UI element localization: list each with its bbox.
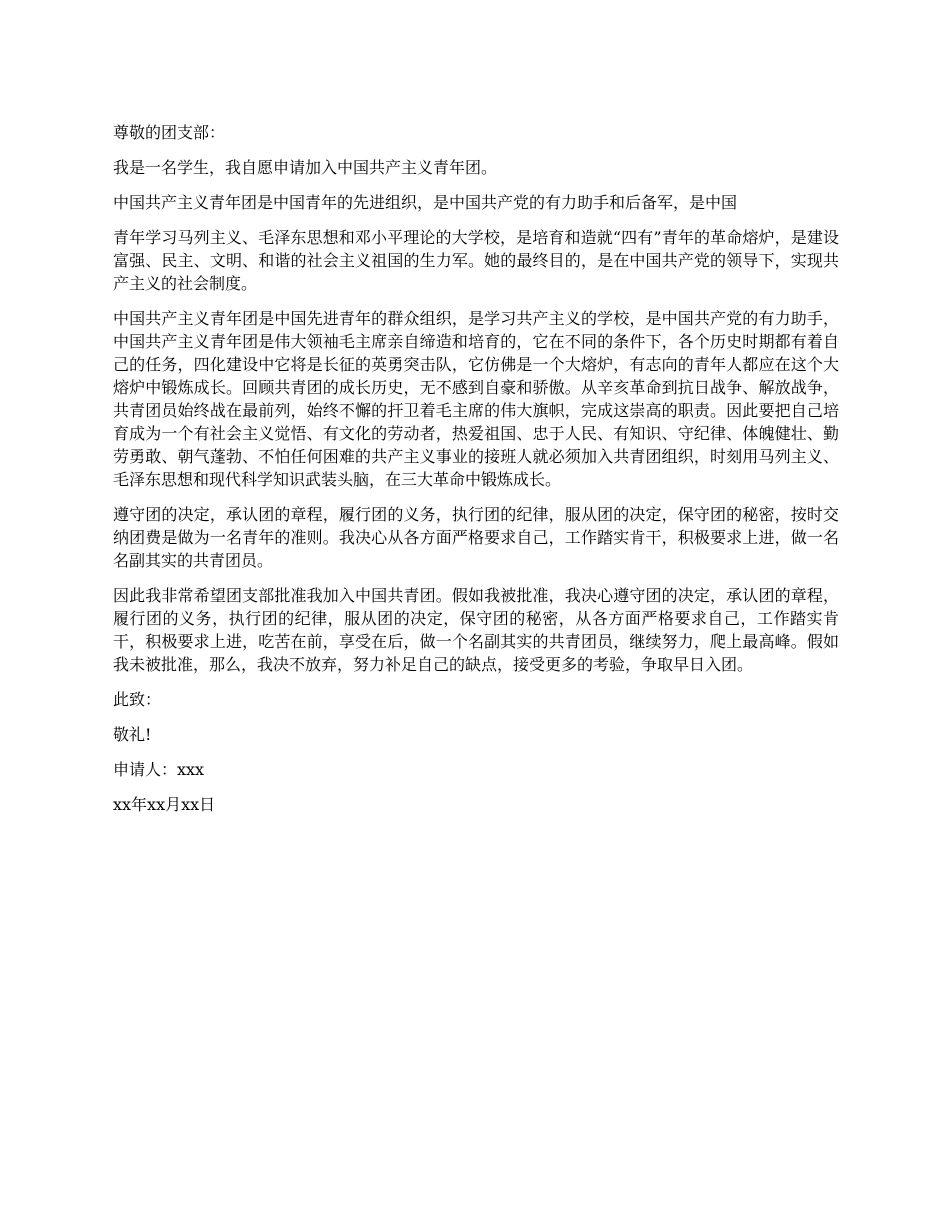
regards-line: 敬礼! <box>113 725 152 744</box>
applicant-line: 申请人：xxx <box>113 760 205 779</box>
paragraph-4: 因此我非常希望团支部批准我加入中国共青团。假如我被批准，我决心遵守团的决定，承认团的章程，履行团的义务，执行团的纪律，服从团的决定，保守团的秘密，从各方面严格要求自己，工作踏实肯干，积极要求上进，吃苦在前，享受在后，做一个名副其实的共青团员，继续努力，爬上最高峰。假如我未被批准，那么，我决不放弃，努力补足自己的缺点，接受更多的考验，争取早日入团。 <box>113 586 839 674</box>
paragraph-2: 中国共产主义青年团是中国先进青年的群众组织，是学习共产主义的学校，是中国共产党的有力助手，中国共产主义青年团是伟大领袖毛主席亲自缔造和培育的，它在不同的条件下，各个历史时期都有着自己的任务，四化建设中它将是长征的英勇突击队，它仿佛是一个大熔炉，有志向的青年人都应在这个大熔炉中锻炼成长。回顾共青团的成长历史，无不感到自豪和骄傲。从辛亥革命到抗日战争、解放战争，共青团员始终战在最前列，始终不懈的扞卫着毛主席的伟大旗帜，完成这崇高的职责。因此要把自己培育成为一个有社会主义觉悟、有文化的劳动者，热爱祖国、忠于人民、有知识、守纪律、体魄健壮、勤劳勇敢、朝气蓬勃、不怕任何困难的共产主义事业的接班人就必须加入共青团组织，时刻用马列主义、毛泽东思想和现代科学知识武装头脑，在三大革命中锻炼成长。 <box>113 309 839 489</box>
letter-body <box>113 121 839 828</box>
date-line: xx年xx月xx日 <box>113 795 216 814</box>
salutation: 尊敬的团支部： <box>113 123 226 142</box>
paragraph-1-body: 青年学习马列主义、毛泽东思想和邓小平理论的大学校，是培育和造就“四有”青年的革命熔炉，是建设富强、民主、文明、和谐的社会主义祖国的生力军。她的最终目的，是在中国共产党的领导下，实现共产主义的社会制度。 <box>113 228 839 293</box>
paragraph-1-first-line: 中国共产主义青年团是中国青年的先进组织，是中国共产党的有力助手和后备军，是中国 <box>113 193 738 212</box>
closing-line: 此致： <box>113 690 162 709</box>
intro-paragraph: 我是一名学生，我自愿申请加入中国共产主义青年团。 <box>113 158 498 177</box>
paragraph-3: 遵守团的决定，承认团的章程，履行团的义务，执行团的纪律，服从团的决定，保守团的秘密，按时交纳团费是做为一名青年的准则。我决心从各方面严格要求自己，工作踏实肯干，积极要求上进，做一名名副其实的共青团员。 <box>113 505 839 570</box>
